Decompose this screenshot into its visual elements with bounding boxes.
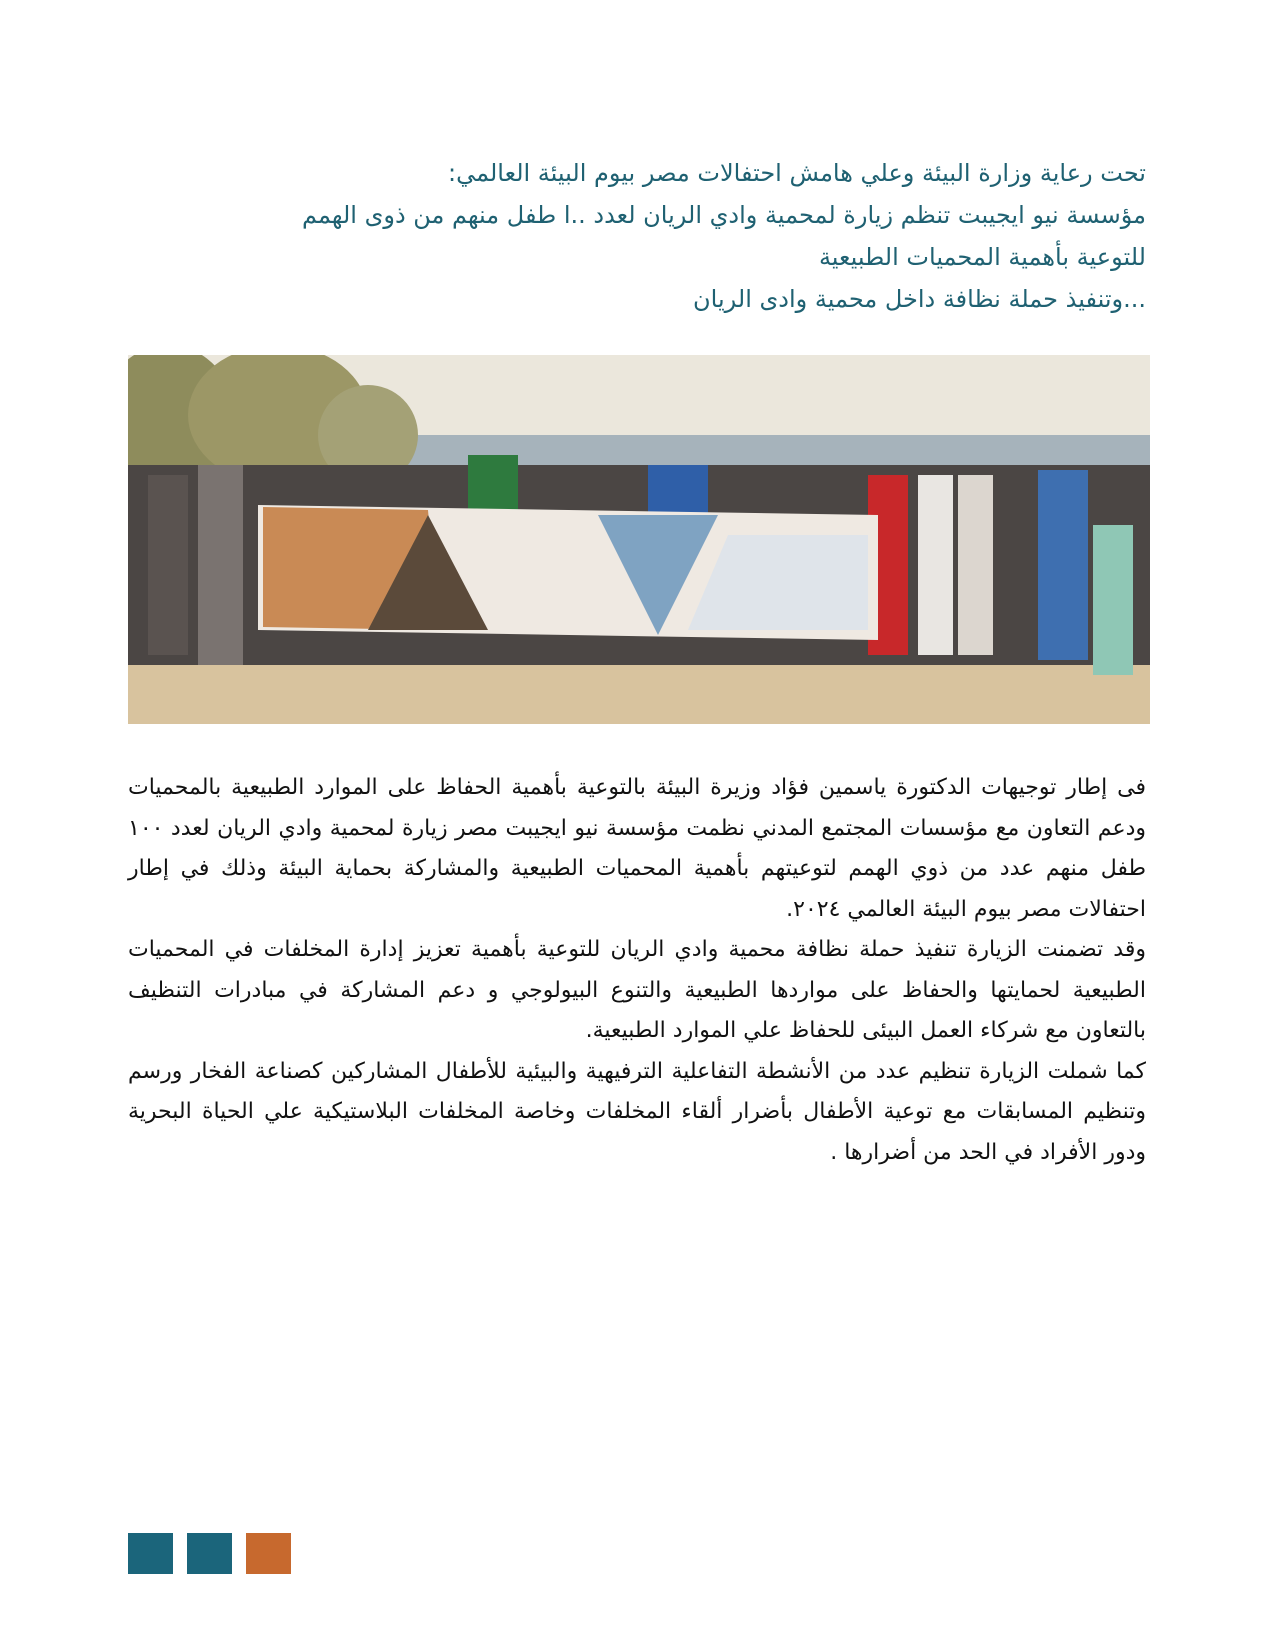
body-paragraph-cleanup: وقد تضمنت الزيارة تنفيذ حملة نظافة محمية وادي الريان للتوعية بأهمية تعزيز إدارة المخلفات في المحميات الطبيعية لحمايتها والحفاظ على مواردها الطبيعية والتنوع البيولوجي و دعم المشاركة في مبادرات التنظيف بالتعاون مع شركاء العمل البيئى للحفاظ علي الموارد الطبيعية. [128,937,1146,1043]
article-heading [128,152,1146,320]
footer-decoration [128,1533,291,1574]
body-paragraph-intro: فى إطار توجيهات الدكتورة ياسمين فؤاد وزيرة البيئة بالتوعية بأهمية الحفاظ على الموارد الطبيعية بالمحميات ودعم التعاون مع مؤسسات المجتمع المدني نظمت مؤسسة نيو ايجيبت مصر زيارة لمحمية وادي الريان لعدد ١٠٠ طفل منهم عدد من ذوي الهمم لتوعيتهم بأهمية المحميات الطبيعية والمشاركة بحماية البيئة وذلك في إطار احتفالات مصر بيوم البيئة العالمي ٢٠٢٤. [128,775,1146,922]
body-paragraph-activities: كما شملت الزيارة تنظيم عدد من الأنشطة التفاعلية الترفيهية والبيئية للأطفال المشاركين كصناعة الفخار ورسم وتنظيم المسابقات مع توعية الأطفال بأضرار ألقاء المخلفات وخاصة المخلفات البلاستيكية علي الحياة البحرية ودور الأفراد في الحد من أضرارها . [128,1058,1146,1165]
heading-line-visit: مؤسسة نيو ايجيبت تنظم زيارة لمحمية وادي الريان لعدد ..ا طفل منهم من ذوى الهمم [302,201,1146,229]
footer-square-teal-1 [128,1533,173,1574]
group-photo-illustration [128,355,1150,724]
group-photo [128,355,1150,724]
heading-line-cleanup: ...وتنفيذ حملة نظافة داخل محمية وادى الريان [693,285,1146,313]
footer-square-orange [246,1533,291,1574]
article-body [128,768,1146,1173]
footer-square-teal-2 [187,1533,232,1574]
banner [258,505,878,640]
heading-line-patronage: تحت رعاية وزارة البيئة وعلي هامش احتفالات مصر بيوم البيئة العالمي: [448,159,1146,187]
heading-line-awareness: للتوعية بأهمية المحميات الطبيعية [818,243,1146,271]
